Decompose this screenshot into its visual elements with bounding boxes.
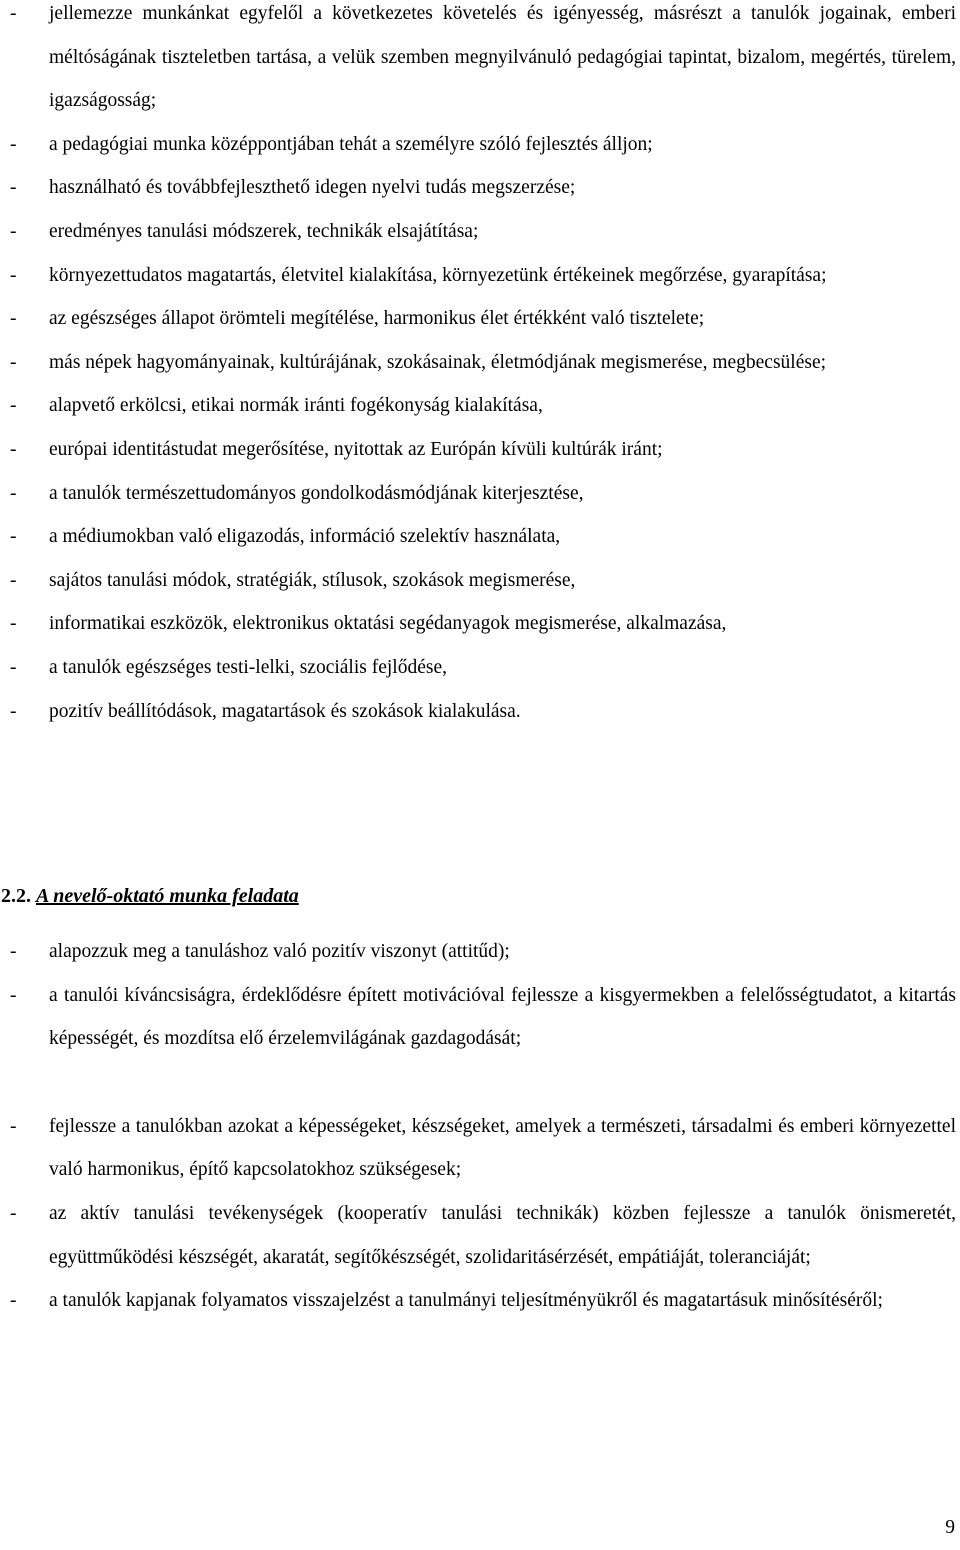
list-item (10, 341, 956, 385)
list-dash: - (10, 133, 17, 155)
list-item-text: használható és továbbfejleszthető idegen nyelvi tudás megszerzése; (49, 177, 576, 199)
list-dash: - (10, 220, 17, 242)
list-item-text: pozitív beállítódások, magatartások és szokások kialakulása. (49, 700, 521, 722)
list-dash: - (10, 984, 17, 1006)
objectives-list (10, 0, 956, 733)
list-dash: - (10, 1290, 17, 1312)
list-item (10, 210, 956, 254)
tasks-list (10, 930, 956, 1323)
list-item (10, 1279, 956, 1323)
list-item-text: jellemezze munkánkat egyfelől a következetes követelés és igényesség, másrészt a tanulók jogainak, emberi méltóságának tiszteletben tartása, a velük szemben megnyilvánuló pedagógiai tapintat, bizalom, megértés, türelem, igazságosság; (49, 3, 956, 112)
list-dash: - (10, 656, 17, 678)
list-item (10, 1192, 956, 1279)
page-number: 9 (945, 1517, 955, 1538)
list-item-text: a tanulók kapjanak folyamatos visszajelzést a tanulmányi teljesítményükről és magatartásuk minősítéséről; (49, 1290, 883, 1312)
list-item-text: más népek hagyományainak, kultúrájának, szokásainak, életmódjának megismerése, megbecsülése; (49, 351, 827, 373)
list-item-text: a tanulói kíváncsiságra, érdeklődésre épített motivációval fejlessze a kisgyermekben a felelősségtudatot, a kitartás képességét, és mozdítsa elő érzelemvilágának gazdagodását; (49, 984, 956, 1050)
list-dash: - (10, 941, 17, 962)
list-item (10, 559, 956, 603)
list-item-text: a tanulók egészséges testi-lelki, szociális fejlődése, (49, 656, 447, 678)
list-item (10, 0, 956, 123)
list-item (10, 384, 956, 428)
list-item-text: fejlessze a tanulókban azokat a képességeket, készségeket, amelyek a természeti, társadalmi és emberi környezettel való harmonikus, építő kapcsolatokhoz szükségesek; (49, 1115, 956, 1181)
list-item (10, 166, 956, 210)
list-item-text: az egészséges állapot örömteli megítélése, harmonikus élet értékként való tisztelete; (49, 308, 705, 330)
list-item (10, 646, 956, 690)
list-dash: - (10, 438, 17, 460)
section-title: A nevelő-oktató munka feladata (36, 885, 299, 907)
list-item (10, 254, 956, 298)
list-item (10, 690, 956, 734)
list-item (10, 1105, 956, 1192)
list-dash: - (10, 177, 17, 199)
list-dash: - (10, 395, 17, 417)
list-dash: - (10, 613, 17, 635)
list-item (10, 602, 956, 646)
list-item (10, 297, 956, 341)
list-item (10, 974, 956, 1061)
list-item-text: a pedagógiai munka középpontjában tehát a személyre szóló fejlesztés álljon; (49, 133, 653, 155)
list-dash: - (10, 526, 17, 548)
list-dash: - (10, 308, 17, 330)
list-dash: - (10, 569, 17, 591)
list-item-text: a tanulók természettudományos gondolkodásmódjának kiterjesztése, (49, 482, 584, 504)
list-item-text: sajátos tanulási módok, stratégiák, stílusok, szokások megismerése, (49, 569, 576, 591)
list-dash: - (10, 1115, 17, 1137)
list-item (10, 472, 956, 516)
list-item (10, 123, 956, 167)
list-item-text: informatikai eszközök, elektronikus oktatási segédanyagok megismerése, alkalmazása, (49, 613, 727, 635)
list-item-text: alapozzuk meg a tanuláshoz való pozitív viszonyt (attitűd); (49, 941, 510, 962)
list-item (10, 930, 956, 974)
list-item-text: európai identitástudat megerősítése, nyitottak az Európán kívüli kultúrák iránt; (49, 438, 663, 460)
list-item-text: alapvető erkölcsi, etikai normák iránti fogékonyság kialakítása, (49, 395, 543, 417)
list-item-text: környezettudatos magatartás, életvitel kialakítása, környezetünk értékeinek megőrzése, gyarapítása; (49, 264, 827, 286)
list-dash: - (10, 482, 17, 504)
list-item-text: az aktív tanulási tevékenységek (kooperatív tanulási technikák) közben fejlessze a tanulók önismeretét, együttműködési készségét, akaratát, segítőkészségét, szolidaritásérzését, empátiáját, toleranciáját; (49, 1202, 956, 1268)
list-item-text: eredményes tanulási módszerek, technikák elsajátítása; (49, 220, 479, 242)
section-number: 2.2. (1, 885, 31, 907)
list-dash: - (10, 351, 17, 373)
section-heading (1, 874, 299, 918)
list-dash: - (10, 264, 17, 286)
list-dash: - (10, 1202, 17, 1224)
list-dash: - (10, 3, 17, 24)
list-item (10, 428, 956, 472)
list-dash: - (10, 700, 17, 722)
list-item-text: a médiumokban való eligazodás, információ szelektív használata, (49, 526, 561, 548)
list-item (10, 515, 956, 559)
